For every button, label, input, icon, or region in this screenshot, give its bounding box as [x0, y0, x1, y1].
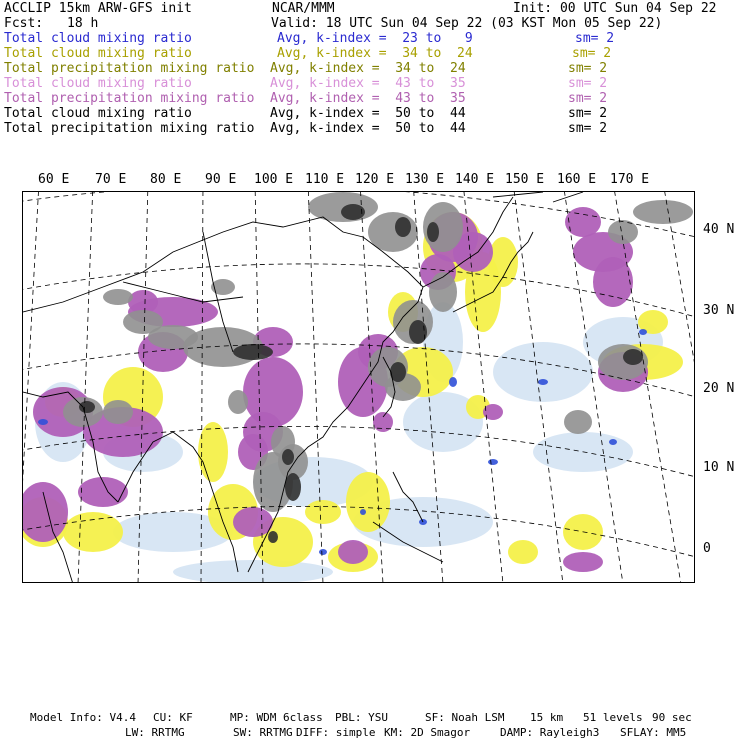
model-info-item: KM: 2D Smagor: [384, 726, 471, 739]
field-patch: [338, 540, 368, 564]
field-patch: [565, 207, 601, 237]
field-patch: [538, 379, 548, 385]
field-patch: [308, 192, 378, 222]
model-info-item: DIFF: simple: [296, 726, 376, 739]
legend-row: [0, 106, 740, 121]
legend-field: Total cloud mixing ratio: [4, 46, 192, 61]
organization: NCAR/MMM: [272, 1, 335, 16]
lat-label: 30 N: [703, 303, 735, 318]
legend-field: Total cloud mixing ratio: [4, 106, 192, 121]
field-patch: [608, 220, 638, 244]
lon-label: 150 E: [505, 172, 545, 187]
legend-stat: Avg, k-index = 43 to 35: [270, 76, 466, 91]
header: [0, 0, 740, 145]
model-info-item: SF: Noah LSM: [425, 711, 505, 724]
field-patch: [395, 217, 411, 237]
lon-label: 90 E: [205, 172, 237, 187]
legend-sm: sm= 2: [575, 31, 615, 46]
meridian: [663, 192, 695, 583]
model-info-item: LW: RRTMG: [125, 726, 185, 739]
field-patch: [233, 507, 273, 537]
field-patch: [228, 390, 248, 414]
lon-label: 80 E: [150, 172, 182, 187]
fcst-value: 18 h: [67, 16, 99, 31]
legend-stat: Avg, k-index = 50 to 44: [270, 121, 466, 136]
coastline: [493, 192, 583, 202]
legend-sm: sm= 2: [568, 106, 608, 121]
lon-label: 160 E: [557, 172, 597, 187]
field-patch: [493, 342, 593, 402]
legend-stat: Avg, k-index = 50 to 44: [270, 106, 466, 121]
field-patch: [103, 289, 133, 305]
legend-row: [0, 91, 740, 106]
lat-label: 0: [703, 541, 711, 556]
field-patch: [623, 349, 643, 365]
lat-label: 20 N: [703, 381, 735, 396]
field-patch: [409, 320, 427, 344]
legend-sm: sm= 2: [572, 46, 612, 61]
model-info-item: SFLAY: MM5: [620, 726, 687, 739]
field-patch: [449, 377, 457, 387]
model-title: ACCLIP 15km ARW-GFS init: [4, 1, 192, 16]
valid-time: Valid: 18 UTC Sun 04 Sep 22 (03 KST Mon 05 Sep 22): [271, 16, 663, 31]
field-patch: [609, 439, 617, 445]
legend-field: Total precipitation mixing ratio: [4, 61, 255, 76]
field-patch: [319, 549, 327, 555]
field-patch: [38, 419, 48, 425]
field-patch: [123, 310, 163, 334]
lon-label: 60 E: [38, 172, 70, 187]
map-panel: [22, 191, 695, 583]
legend-field: Total cloud mixing ratio: [4, 31, 192, 46]
legend-sm: sm= 2: [568, 61, 608, 76]
legend-field: Total cloud mixing ratio: [4, 76, 192, 91]
field-patch: [305, 500, 341, 524]
lon-label: 140 E: [455, 172, 495, 187]
legend-row: [0, 76, 740, 91]
legend-sm: sm= 2: [568, 121, 608, 136]
meridian: [308, 192, 323, 583]
lat-label: 40 N: [703, 222, 735, 237]
field-patch: [63, 512, 123, 552]
legend-row: [0, 61, 740, 76]
legend-stat: Avg, k-index = 43 to 35: [270, 91, 466, 106]
legend-field: Total precipitation mixing ratio: [4, 91, 255, 106]
model-info-item: 51 levels: [583, 711, 643, 724]
model-info-item: SW: RRTMG: [233, 726, 293, 739]
field-patch: [285, 473, 301, 501]
field-patch: [488, 459, 498, 465]
field-patch: [483, 404, 503, 420]
model-info-item: CU: KF: [153, 711, 193, 724]
field-patch: [563, 552, 603, 572]
lon-label: 110 E: [305, 172, 345, 187]
legend-sm: sm= 2: [568, 91, 608, 106]
field-patch: [429, 272, 457, 312]
legend-stat: Avg, k-index = 34 to 24: [277, 46, 473, 61]
field-patch: [103, 400, 133, 424]
model-info-item: 90 sec: [652, 711, 692, 724]
field-patch: [173, 560, 333, 583]
lat-label: 10 N: [703, 460, 735, 475]
legend-stat: Avg, k-index = 34 to 24: [270, 61, 466, 76]
field-patch: [508, 540, 538, 564]
lon-label: 120 E: [355, 172, 395, 187]
model-info-item: PBL: YSU: [335, 711, 388, 724]
lon-label: 70 E: [95, 172, 127, 187]
field-patch: [633, 200, 693, 224]
field-patch: [564, 410, 592, 434]
mixing-ratio-fields: [23, 192, 693, 583]
fcst-label: Fcst:: [4, 16, 44, 31]
model-info-item: MP: WDM 6class: [230, 711, 323, 724]
field-patch: [233, 344, 273, 360]
field-patch: [346, 472, 390, 532]
legend-row: [0, 31, 740, 46]
field-patch: [427, 222, 439, 242]
field-patch: [360, 509, 366, 515]
lon-label: 100 E: [254, 172, 294, 187]
legend-row: [0, 46, 740, 61]
lon-label: 130 E: [405, 172, 445, 187]
model-info-item: Model Info: V4.4: [30, 711, 136, 724]
model-info-item: 15 km: [530, 711, 564, 724]
lon-label: 170 E: [610, 172, 650, 187]
field-patch: [268, 531, 278, 543]
legend-field: Total precipitation mixing ratio: [4, 121, 255, 136]
field-patch: [282, 449, 294, 465]
field-patch: [639, 329, 647, 335]
field-patch: [79, 401, 95, 413]
legend-stat: Avg, k-index = 23 to 9: [277, 31, 473, 46]
map-svg: [23, 192, 695, 583]
legend-sm: sm= 2: [568, 76, 608, 91]
field-patch: [198, 422, 228, 482]
init-time: Init: 00 UTC Sun 04 Sep 22: [513, 1, 717, 16]
field-patch: [488, 237, 518, 287]
model-info-item: DAMP: Rayleigh3: [500, 726, 600, 739]
legend-row: [0, 121, 740, 136]
